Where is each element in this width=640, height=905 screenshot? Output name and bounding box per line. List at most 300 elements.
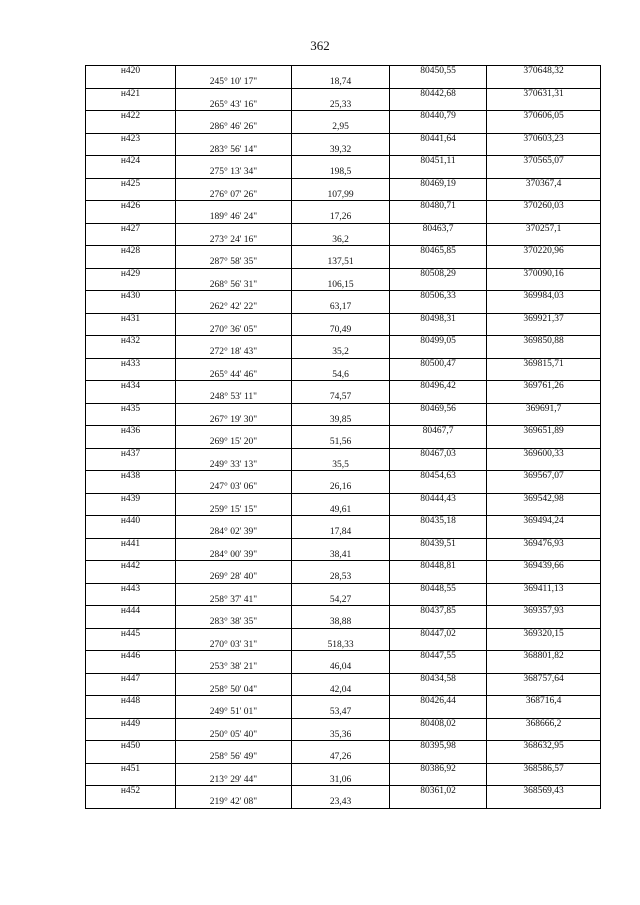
x-coordinate-cell: 80465,85 (390, 246, 487, 257)
empty-cell (487, 414, 601, 425)
empty-cell (390, 189, 487, 200)
distance-cell: 49,61 (292, 504, 390, 515)
table-row (86, 369, 601, 380)
table-row (86, 167, 601, 178)
empty-cell (487, 752, 601, 763)
empty-cell (487, 639, 601, 650)
x-coordinate-cell: 80451,11 (390, 156, 487, 167)
empty-cell (292, 471, 390, 482)
distance-cell: 54,27 (292, 594, 390, 605)
table-row (86, 403, 601, 414)
page-number: 362 (310, 38, 330, 53)
x-coordinate-cell: 80442,68 (390, 88, 487, 99)
point-name-cell: н421 (86, 88, 176, 99)
table-row (86, 549, 601, 560)
distance-cell: 38,41 (292, 549, 390, 560)
empty-cell (176, 156, 292, 167)
empty-cell (176, 786, 292, 797)
point-name-cell: н422 (86, 111, 176, 122)
table-row (86, 673, 601, 684)
x-coordinate-cell: 80444,43 (390, 493, 487, 504)
distance-cell: 26,16 (292, 482, 390, 493)
empty-cell (390, 392, 487, 403)
empty-cell (86, 774, 176, 785)
table-row (86, 707, 601, 718)
x-coordinate-cell: 80467,03 (390, 448, 487, 459)
empty-cell (292, 201, 390, 212)
empty-cell (176, 223, 292, 234)
y-coordinate-cell: 370631,31 (487, 88, 601, 99)
distance-cell: 17,84 (292, 527, 390, 538)
direction-angle-cell: 247° 03' 06" (176, 482, 292, 493)
empty-cell (176, 246, 292, 257)
empty-cell (86, 482, 176, 493)
empty-cell (487, 392, 601, 403)
direction-angle-cell: 258° 56' 49" (176, 752, 292, 763)
empty-cell (487, 549, 601, 560)
empty-cell (487, 684, 601, 695)
empty-cell (487, 212, 601, 223)
y-coordinate-cell: 370603,23 (487, 133, 601, 144)
distance-cell: 137,51 (292, 257, 390, 268)
distance-cell: 35,5 (292, 459, 390, 470)
direction-angle-cell: 249° 33' 13" (176, 459, 292, 470)
table-row (86, 662, 601, 673)
empty-cell (86, 392, 176, 403)
distance-cell: 63,17 (292, 302, 390, 313)
x-coordinate-cell: 80386,92 (390, 763, 487, 774)
empty-cell (86, 662, 176, 673)
table-row (86, 426, 601, 437)
empty-cell (487, 189, 601, 200)
point-name-cell: н425 (86, 178, 176, 189)
empty-cell (86, 189, 176, 200)
point-name-cell: н432 (86, 336, 176, 347)
empty-cell (176, 426, 292, 437)
empty-cell (390, 257, 487, 268)
direction-angle-cell: 249° 51' 01" (176, 707, 292, 718)
table-row (86, 786, 601, 797)
empty-cell (292, 403, 390, 414)
table-row (86, 144, 601, 155)
empty-cell (176, 583, 292, 594)
distance-cell: 53,47 (292, 707, 390, 718)
empty-cell (487, 347, 601, 358)
empty-cell (86, 527, 176, 538)
y-coordinate-cell: 369921,37 (487, 313, 601, 324)
x-coordinate-cell: 80441,64 (390, 133, 487, 144)
coordinates-table-body (86, 66, 601, 809)
y-coordinate-cell: 368757,64 (487, 673, 601, 684)
empty-cell (176, 651, 292, 662)
empty-cell (176, 561, 292, 572)
y-coordinate-cell: 369494,24 (487, 516, 601, 527)
empty-cell (292, 313, 390, 324)
empty-cell (390, 144, 487, 155)
empty-cell (487, 774, 601, 785)
direction-angle-cell: 189° 46' 24" (176, 212, 292, 223)
x-coordinate-cell: 80435,18 (390, 516, 487, 527)
empty-cell (176, 133, 292, 144)
point-name-cell: н427 (86, 223, 176, 234)
empty-cell (390, 99, 487, 110)
empty-cell (390, 752, 487, 763)
point-name-cell: н433 (86, 358, 176, 369)
x-coordinate-cell: 80506,33 (390, 291, 487, 302)
empty-cell (86, 639, 176, 650)
table-row (86, 729, 601, 740)
x-coordinate-cell: 80450,55 (390, 66, 487, 77)
y-coordinate-cell: 369600,33 (487, 448, 601, 459)
empty-cell (86, 212, 176, 223)
x-coordinate-cell: 80500,47 (390, 358, 487, 369)
empty-cell (86, 234, 176, 245)
empty-cell (292, 336, 390, 347)
empty-cell (86, 752, 176, 763)
empty-cell (487, 324, 601, 335)
direction-angle-cell: 250° 05' 40" (176, 729, 292, 740)
table-row (86, 381, 601, 392)
distance-cell: 54,6 (292, 369, 390, 380)
x-coordinate-cell: 80408,02 (390, 718, 487, 729)
direction-angle-cell: 286° 46' 26" (176, 122, 292, 133)
x-coordinate-cell: 80447,02 (390, 628, 487, 639)
y-coordinate-cell: 369567,07 (487, 471, 601, 482)
table-row (86, 774, 601, 785)
empty-cell (176, 763, 292, 774)
table-row (86, 741, 601, 752)
direction-angle-cell: 258° 50' 04" (176, 684, 292, 695)
table-row (86, 538, 601, 549)
empty-cell (292, 696, 390, 707)
empty-cell (390, 774, 487, 785)
y-coordinate-cell: 368586,57 (487, 763, 601, 774)
table-row (86, 797, 601, 808)
empty-cell (176, 381, 292, 392)
point-name-cell: н443 (86, 583, 176, 594)
empty-cell (487, 369, 601, 380)
empty-cell (487, 257, 601, 268)
point-name-cell: н424 (86, 156, 176, 167)
empty-cell (390, 549, 487, 560)
direction-angle-cell: 273° 24' 16" (176, 234, 292, 245)
point-name-cell: н439 (86, 493, 176, 504)
x-coordinate-cell: 80469,56 (390, 403, 487, 414)
table-row (86, 583, 601, 594)
empty-cell (390, 347, 487, 358)
y-coordinate-cell: 369357,93 (487, 606, 601, 617)
point-name-cell: н438 (86, 471, 176, 482)
distance-cell: 46,04 (292, 662, 390, 673)
table-row (86, 572, 601, 583)
empty-cell (86, 77, 176, 88)
empty-cell (390, 707, 487, 718)
empty-cell (487, 572, 601, 583)
empty-cell (176, 358, 292, 369)
x-coordinate-cell: 80395,98 (390, 741, 487, 752)
empty-cell (390, 437, 487, 448)
point-name-cell: н446 (86, 651, 176, 662)
y-coordinate-cell: 370565,07 (487, 156, 601, 167)
x-coordinate-cell: 80469,19 (390, 178, 487, 189)
empty-cell (390, 234, 487, 245)
distance-cell: 25,33 (292, 99, 390, 110)
empty-cell (487, 77, 601, 88)
empty-cell (176, 628, 292, 639)
empty-cell (487, 99, 601, 110)
empty-cell (487, 122, 601, 133)
point-name-cell: н442 (86, 561, 176, 572)
point-name-cell: н429 (86, 268, 176, 279)
empty-cell (487, 234, 601, 245)
empty-cell (86, 504, 176, 515)
empty-cell (292, 538, 390, 549)
table-row (86, 212, 601, 223)
x-coordinate-cell: 80434,58 (390, 673, 487, 684)
direction-angle-cell: 284° 02' 39" (176, 527, 292, 538)
x-coordinate-cell: 80361,02 (390, 786, 487, 797)
direction-angle-cell: 270° 36' 05" (176, 324, 292, 335)
table-row (86, 651, 601, 662)
empty-cell (390, 459, 487, 470)
empty-cell (292, 358, 390, 369)
table-row (86, 324, 601, 335)
empty-cell (86, 122, 176, 133)
empty-cell (176, 403, 292, 414)
point-name-cell: н434 (86, 381, 176, 392)
empty-cell (292, 628, 390, 639)
distance-cell: 106,15 (292, 279, 390, 290)
point-name-cell: н426 (86, 201, 176, 212)
empty-cell (292, 763, 390, 774)
empty-cell (176, 741, 292, 752)
table-row (86, 628, 601, 639)
empty-cell (487, 504, 601, 515)
table-row (86, 336, 601, 347)
empty-cell (86, 302, 176, 313)
empty-cell (292, 718, 390, 729)
empty-cell (176, 178, 292, 189)
empty-cell (390, 797, 487, 808)
empty-cell (390, 527, 487, 538)
empty-cell (86, 729, 176, 740)
empty-cell (292, 88, 390, 99)
empty-cell (390, 482, 487, 493)
empty-cell (176, 88, 292, 99)
direction-angle-cell: 258° 37' 41" (176, 594, 292, 605)
empty-cell (176, 718, 292, 729)
empty-cell (86, 257, 176, 268)
point-name-cell: н420 (86, 66, 176, 77)
table-row (86, 414, 601, 425)
x-coordinate-cell: 80463,7 (390, 223, 487, 234)
empty-cell (86, 437, 176, 448)
empty-cell (292, 156, 390, 167)
direction-angle-cell: 272° 18' 43" (176, 347, 292, 358)
y-coordinate-cell: 370367,4 (487, 178, 601, 189)
distance-cell: 28,53 (292, 572, 390, 583)
empty-cell (292, 223, 390, 234)
distance-cell: 18,74 (292, 77, 390, 88)
y-coordinate-cell: 368569,43 (487, 786, 601, 797)
empty-cell (292, 606, 390, 617)
point-name-cell: н441 (86, 538, 176, 549)
direction-angle-cell: 219° 42' 08" (176, 797, 292, 808)
table-row (86, 347, 601, 358)
direction-angle-cell: 262° 42' 22" (176, 302, 292, 313)
coordinates-table (85, 65, 601, 809)
y-coordinate-cell: 370220,96 (487, 246, 601, 257)
point-name-cell: н451 (86, 763, 176, 774)
distance-cell: 36,2 (292, 234, 390, 245)
empty-cell (487, 729, 601, 740)
table-row (86, 257, 601, 268)
empty-cell (176, 66, 292, 77)
empty-cell (487, 482, 601, 493)
table-row (86, 66, 601, 77)
point-name-cell: н431 (86, 313, 176, 324)
x-coordinate-cell: 80440,79 (390, 111, 487, 122)
distance-cell: 17,26 (292, 212, 390, 223)
y-coordinate-cell: 370648,32 (487, 66, 601, 77)
point-name-cell: н437 (86, 448, 176, 459)
y-coordinate-cell: 368666,2 (487, 718, 601, 729)
empty-cell (390, 572, 487, 583)
distance-cell: 107,99 (292, 189, 390, 200)
point-name-cell: н445 (86, 628, 176, 639)
point-name-cell: н452 (86, 786, 176, 797)
empty-cell (390, 279, 487, 290)
empty-cell (390, 684, 487, 695)
empty-cell (176, 448, 292, 459)
distance-cell: 31,06 (292, 774, 390, 785)
point-name-cell: н447 (86, 673, 176, 684)
distance-cell: 39,85 (292, 414, 390, 425)
y-coordinate-cell: 370257,1 (487, 223, 601, 234)
point-name-cell: н450 (86, 741, 176, 752)
direction-angle-cell: 253° 38' 21" (176, 662, 292, 673)
empty-cell (292, 426, 390, 437)
table-row (86, 639, 601, 650)
empty-cell (390, 594, 487, 605)
distance-cell: 23,43 (292, 797, 390, 808)
distance-cell: 35,2 (292, 347, 390, 358)
empty-cell (86, 459, 176, 470)
empty-cell (292, 178, 390, 189)
y-coordinate-cell: 369850,88 (487, 336, 601, 347)
empty-cell (390, 77, 487, 88)
empty-cell (176, 696, 292, 707)
table-row (86, 752, 601, 763)
table-row (86, 561, 601, 572)
x-coordinate-cell: 80437,85 (390, 606, 487, 617)
empty-cell (390, 212, 487, 223)
empty-cell (292, 291, 390, 302)
empty-cell (86, 549, 176, 560)
empty-cell (292, 381, 390, 392)
point-name-cell: н440 (86, 516, 176, 527)
empty-cell (176, 606, 292, 617)
empty-cell (176, 313, 292, 324)
y-coordinate-cell: 369691,7 (487, 403, 601, 414)
empty-cell (176, 471, 292, 482)
direction-angle-cell: 265° 44' 46" (176, 369, 292, 380)
empty-cell (86, 347, 176, 358)
x-coordinate-cell: 80447,55 (390, 651, 487, 662)
empty-cell (292, 133, 390, 144)
y-coordinate-cell: 369984,03 (487, 291, 601, 302)
point-name-cell: н436 (86, 426, 176, 437)
x-coordinate-cell: 80480,71 (390, 201, 487, 212)
empty-cell (487, 459, 601, 470)
empty-cell (86, 369, 176, 380)
empty-cell (487, 167, 601, 178)
empty-cell (176, 111, 292, 122)
table-row (86, 133, 601, 144)
empty-cell (487, 617, 601, 628)
point-name-cell: н448 (86, 696, 176, 707)
empty-cell (86, 144, 176, 155)
x-coordinate-cell: 80499,05 (390, 336, 487, 347)
y-coordinate-cell: 369439,66 (487, 561, 601, 572)
empty-cell (292, 448, 390, 459)
direction-angle-cell: 269° 15' 20" (176, 437, 292, 448)
empty-cell (86, 99, 176, 110)
x-coordinate-cell: 80498,31 (390, 313, 487, 324)
distance-cell: 35,36 (292, 729, 390, 740)
empty-cell (390, 414, 487, 425)
table-row (86, 516, 601, 527)
empty-cell (86, 594, 176, 605)
direction-angle-cell: 269° 28' 40" (176, 572, 292, 583)
direction-angle-cell: 213° 29' 44" (176, 774, 292, 785)
empty-cell (390, 639, 487, 650)
empty-cell (176, 291, 292, 302)
direction-angle-cell: 267° 19' 30" (176, 414, 292, 425)
empty-cell (390, 729, 487, 740)
distance-cell: 39,32 (292, 144, 390, 155)
empty-cell (292, 66, 390, 77)
x-coordinate-cell: 80496,42 (390, 381, 487, 392)
table-row (86, 718, 601, 729)
y-coordinate-cell: 369411,13 (487, 583, 601, 594)
direction-angle-cell: 265° 43' 16" (176, 99, 292, 110)
empty-cell (292, 246, 390, 257)
table-row (86, 482, 601, 493)
empty-cell (86, 324, 176, 335)
table-row (86, 201, 601, 212)
empty-cell (390, 662, 487, 673)
table-row (86, 246, 601, 257)
distance-cell: 518,33 (292, 639, 390, 650)
table-row (86, 156, 601, 167)
point-name-cell: н444 (86, 606, 176, 617)
empty-cell (292, 516, 390, 527)
table-row (86, 459, 601, 470)
empty-cell (292, 111, 390, 122)
x-coordinate-cell: 80439,51 (390, 538, 487, 549)
empty-cell (390, 302, 487, 313)
empty-cell (390, 122, 487, 133)
table-row (86, 234, 601, 245)
empty-cell (86, 797, 176, 808)
direction-angle-cell: 283° 56' 14" (176, 144, 292, 155)
y-coordinate-cell: 368716,4 (487, 696, 601, 707)
distance-cell: 38,88 (292, 617, 390, 628)
direction-angle-cell: 284° 00' 39" (176, 549, 292, 560)
direction-angle-cell: 275° 13' 34" (176, 167, 292, 178)
empty-cell (292, 493, 390, 504)
